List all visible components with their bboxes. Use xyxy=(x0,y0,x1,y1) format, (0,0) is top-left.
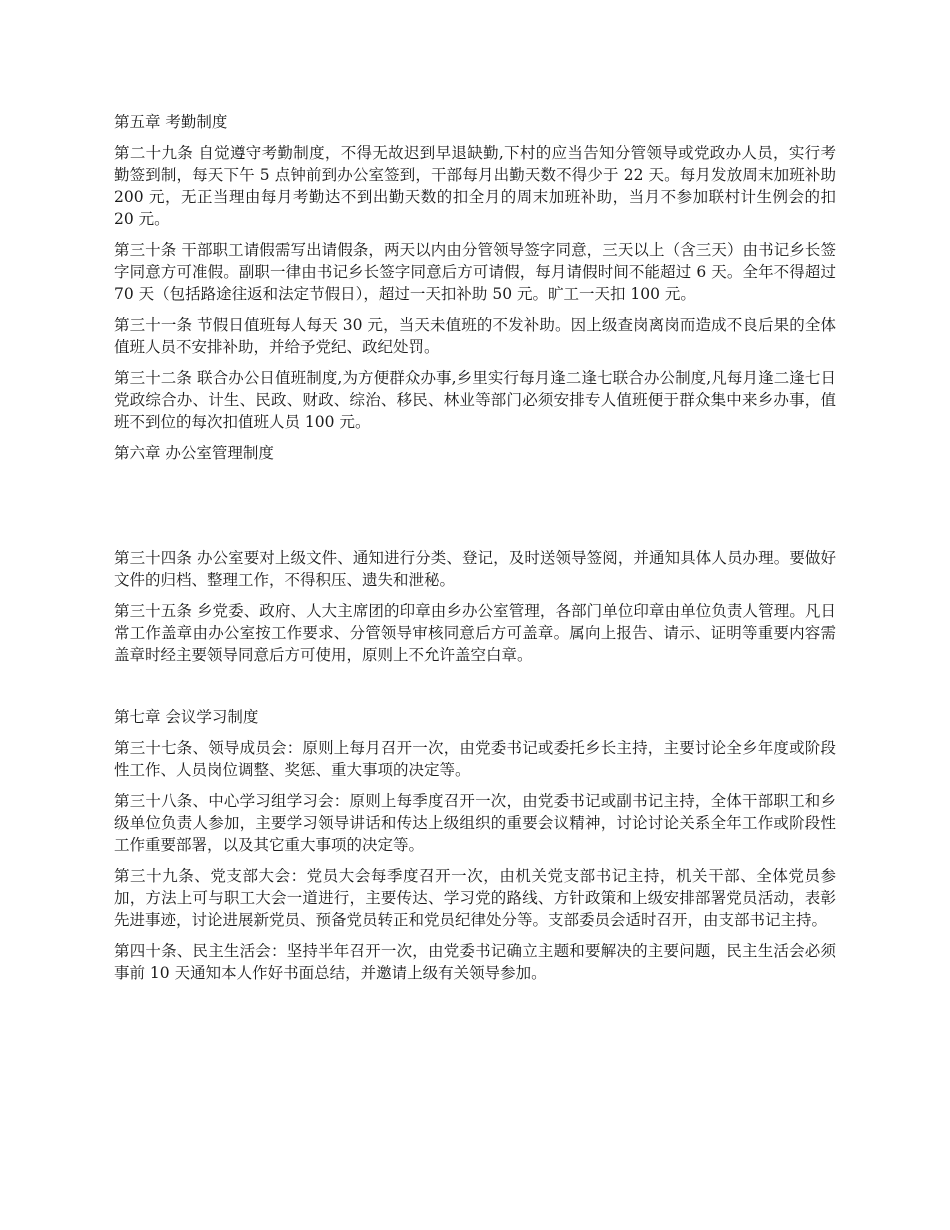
article-30: 第三十条 干部职工请假需写出请假条，两天以内由分管领导签字同意，三天以上（含三天）由书记乡长签字同意方可准假。副职一律由书记乡长签字同意后方可请假，每月请假时间不能超过 6 天。全年不得超过 70 天（包括路途往返和法定节假日），超过一天扣补助 50 元。旷工一天扣 100 元。 xyxy=(114,241,836,303)
chapter-5-heading: 第五章 考勤制度 xyxy=(114,113,228,131)
article-37: 第三十七条、领导成员会：原则上每月召开一次，由党委书记或委托乡长主持，主要讨论全乡年度或阶段性工作、人员岗位调整、奖惩、重大事项的决定等。 xyxy=(114,739,836,779)
article-40: 第四十条、民主生活会：坚持半年召开一次，由党委书记确立主题和要解决的主要问题，民主生活会必须事前 10 天通知本人作好书面总结，并邀请上级有关领导参加。 xyxy=(114,942,836,982)
blank-space xyxy=(114,473,836,547)
blank-space xyxy=(114,675,836,706)
article-31: 第三十一条 节假日值班每人每天 30 元，当天未值班的不发补助。因上级查岗离岗而造成不良后果的全体值班人员不安排补助，并给予党纪、政纪处罚。 xyxy=(114,316,836,356)
chapter-7-heading: 第七章 会议学习制度 xyxy=(114,708,259,726)
article-35: 第三十五条 乡党委、政府、人大主席团的印章由乡办公室管理，各部门单位印章由单位负责人管理。凡日常工作盖章由办公室按工作要求、分管领导审核同意后方可盖章。属向上报告、请示、证明等重要内容需盖章时经主要领导同意后方可使用，原则上不允许盖空白章。 xyxy=(114,602,836,664)
chapter-6-heading: 第六章 办公室管理制度 xyxy=(114,444,274,462)
article-34: 第三十四条 办公室要对上级文件、通知进行分类、登记，及时送领导签阅，并通知具体人员办理。要做好文件的归档、整理工作，不得积压、遗失和泄秘。 xyxy=(114,549,836,589)
document-page xyxy=(114,111,836,993)
article-39: 第三十九条、党支部大会：党员大会每季度召开一次，由机关党支部书记主持，机关干部、全体党员参加，方法上可与职工大会一道进行，主要传达、学习党的路线、方针政策和上级安排部署党员活动，表彰先进事迹，讨论进展新党员、预备党员转正和党员纪律处分等。支部委员会适时召开，由支部书记主持。 xyxy=(114,867,836,929)
article-32: 第三十二条 联合办公日值班制度,为方便群众办事,乡里实行每月逢二逢七联合办公制度,凡每月逢二逢七日党政综合办、计生、民政、财政、综治、移民、林业等部门必须安排专人值班便于群众集中来乡办事，值班不到位的每次扣值班人员 100 元。 xyxy=(114,369,836,431)
article-38: 第三十八条、中心学习组学习会：原则上每季度召开一次，由党委书记或副书记主持，全体干部职工和乡级单位负责人参加，主要学习领导讲话和传达上级组织的重要会议精神，讨论讨论关系全年工作或阶段性工作重要部署，以及其它重大事项的决定等。 xyxy=(114,792,836,854)
article-29: 第二十九条 自觉遵守考勤制度，不得无故迟到早退缺勤,下村的应当告知分管领导或党政办人员，实行考勤签到制，每天下午 5 点钟前到办公室签到，干部每月出勤天数不得少于 22 天。每月发放周末加班补助 200 元，无正当理由每月考勤达不到出勤天数的扣全月的周末加班补助，当月不参加联村计生例会的扣 20 元。 xyxy=(114,144,836,228)
